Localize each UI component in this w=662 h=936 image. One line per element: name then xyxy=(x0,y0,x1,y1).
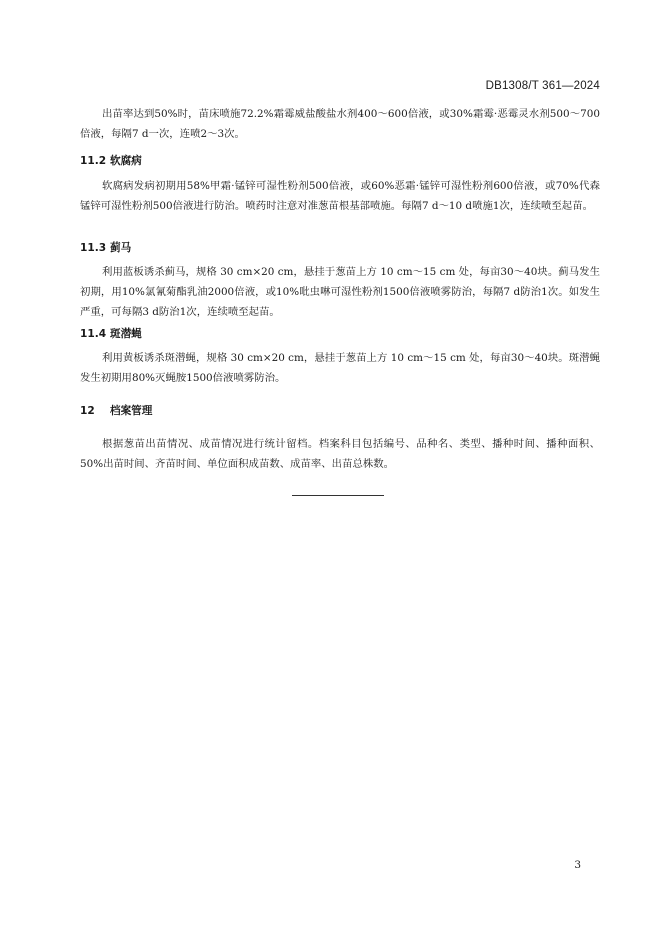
section-11-4-heading xyxy=(80,327,142,341)
section-12-paragraph: 根据葱苗出苗情况、成苗情况进行统计留档。档案科目包括编号、品种名、类型、播种时间、播种面积、50%出苗时间、齐苗时间、单位面积成苗数、成苗率、出苗总株数。 xyxy=(80,438,600,470)
document-id: DB1308/T 361—2024 xyxy=(485,80,600,92)
section-title: 档案管理 xyxy=(110,405,153,417)
section-12-heading xyxy=(80,404,152,418)
section-11-2-heading xyxy=(80,154,142,168)
section-title: 软腐病 xyxy=(110,155,142,167)
section-number: 11.2 xyxy=(80,155,107,167)
section-number: 11.3 xyxy=(80,242,107,254)
page-number: 3 xyxy=(574,859,581,871)
section-11-3-paragraph: 利用蓝板诱杀蓟马，规格 30 cm×20 cm，悬挂于葱苗上方 10 cm～15 cm 处，每亩30～40块。蓟马发生初期，用10%氯氰菊酯乳油2000倍液，或10%吡虫啉可湿性粉剂1500倍液喷雾防治，每隔7 d防治1次。如发生严重，可每隔3 d防治1次，连续喷至起苗。 xyxy=(80,266,600,318)
intro-paragraph: 出苗率达到50%时，苗床喷施72.2%霜霉威盐酸盐水剂400～600倍液，或30%霜霉·恶霉灵水剂500～700倍液，每隔7 d一次，连喷2～3次。 xyxy=(80,108,600,140)
section-title: 斑潜蝇 xyxy=(110,328,142,340)
section-title: 蓟马 xyxy=(110,242,132,254)
section-11-2-paragraph: 软腐病发病初期用58%甲霜·锰锌可湿性粉剂500倍液，或60%恶霜·锰锌可湿性粉剂600倍液，或70%代森锰锌可湿性粉剂500倍液进行防治。喷药时注意对准葱苗根基部喷施。每隔7 d～10 d喷施1次，连续喷至起苗。 xyxy=(80,180,600,212)
end-of-document-rule xyxy=(292,495,384,496)
section-number: 12 xyxy=(80,405,95,417)
section-11-3-heading xyxy=(80,241,131,255)
section-number: 11.4 xyxy=(80,328,107,340)
section-11-4-paragraph: 利用黄板诱杀斑潜蝇，规格 30 cm×20 cm，悬挂于葱苗上方 10 cm～15 cm 处，每亩30～40块。斑潜蝇发生初期用80%灭蝇胺1500倍液喷雾防治。 xyxy=(80,352,600,384)
